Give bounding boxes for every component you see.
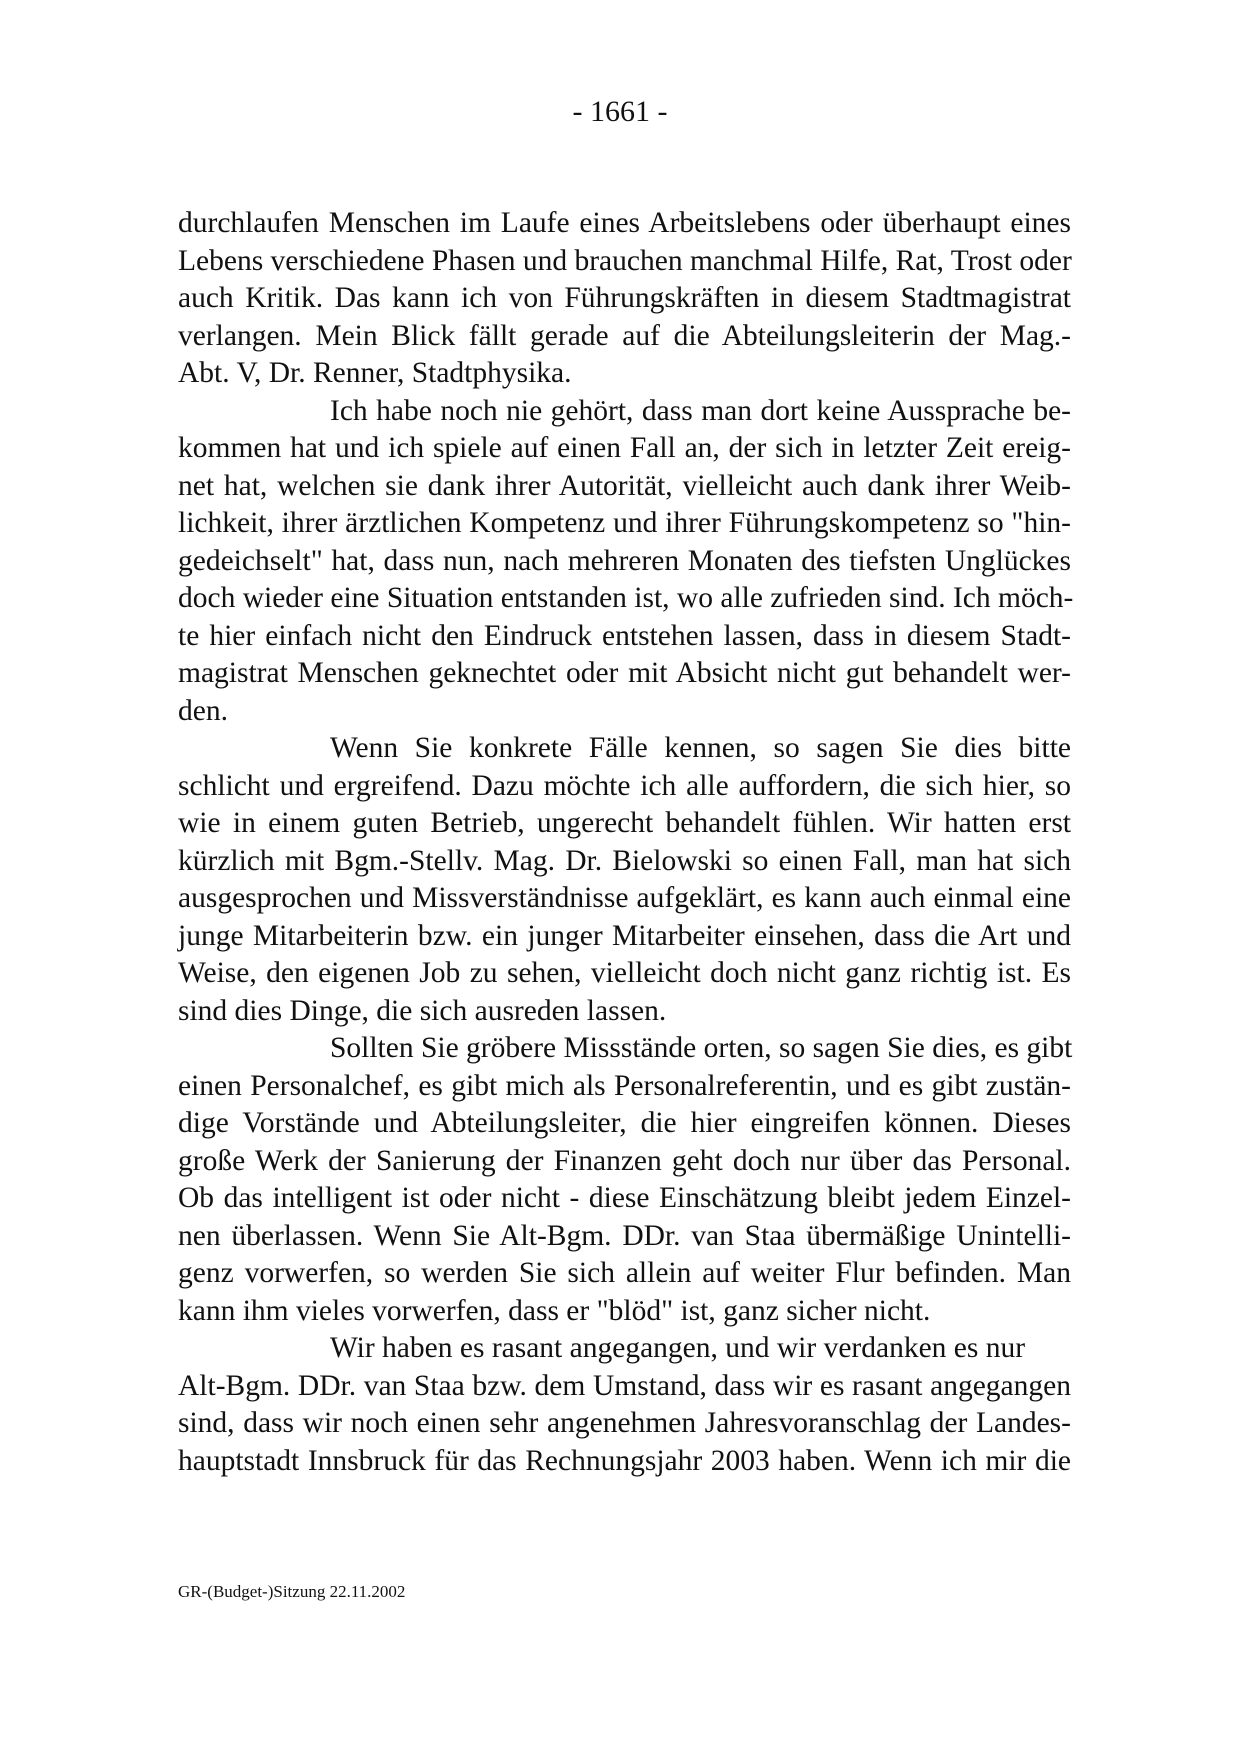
text-line: kann ihm vieles vorwerfen, dass er "blöd" ist, ganz sicher nicht. <box>178 1294 931 1327</box>
text-line: sind dies Dinge, die sich ausreden lassen. <box>178 994 667 1027</box>
body-text <box>178 205 1074 1480</box>
text-line: nen überlassen. Wenn Sie Alt-Bgm. DDr. van Staa übermäßige Unintelli- <box>178 1219 1071 1252</box>
text-line: doch wieder eine Situation entstanden ist, wo alle zufrieden sind. Ich möch- <box>178 582 1074 614</box>
text-line: dige Vorstände und Abteilungsleiter, die hier eingreifen können. Dieses <box>178 1107 1071 1139</box>
text-line: große Werk der Sanierung der Finanzen geht doch nur über das Personal. <box>178 1144 1071 1177</box>
text-line: sind, dass wir noch einen sehr angenehmen Jahresvoranschlag der Landes- <box>178 1407 1071 1439</box>
text-line: Ich habe noch nie gehört, dass man dort keine Aussprache be- <box>330 394 1071 427</box>
text-line: auch Kritik. Das kann ich von Führungskräften in diesem Stadtmagistrat <box>178 282 1071 314</box>
text-line: kürzlich mit Bgm.-Stellv. Mag. Dr. Bielowski so einen Fall, man hat sich <box>178 844 1071 877</box>
text-line: den. <box>178 694 228 727</box>
text-line: genz vorwerfen, so werden Sie sich allein auf weiter Flur befinden. Man <box>178 1257 1071 1289</box>
text-line: junge Mitarbeiterin bzw. ein junger Mitarbeiter einsehen, dass die Art und <box>178 919 1071 952</box>
text-line: gedeichselt" hat, dass nun, nach mehreren Monaten des tiefsten Unglückes <box>178 544 1071 577</box>
text-line: einen Personalchef, es gibt mich als Personalreferentin, und es gibt zustän- <box>178 1069 1071 1102</box>
text-line: schlicht und ergreifend. Dazu möchte ich alle auffordern, die sich hier, so <box>178 769 1071 802</box>
text-line: durchlaufen Menschen im Laufe eines Arbeitslebens oder überhaupt eines <box>178 207 1071 239</box>
text-line: ausgesprochen und Missverständnisse aufgeklärt, es kann auch einmal eine <box>178 882 1071 914</box>
text-line: Weise, den eigenen Job zu sehen, vielleicht doch nicht ganz richtig ist. Es <box>178 957 1071 989</box>
text-line: Ob das intelligent ist oder nicht - diese Einschätzung bleibt jedem Einzel- <box>178 1182 1071 1214</box>
text-line: Sollten Sie gröbere Missstände orten, so sagen Sie dies, es gibt <box>330 1032 1073 1064</box>
text-line: kommen hat und ich spiele auf einen Fall an, der sich in letzter Zeit ereig- <box>178 432 1071 464</box>
text-line: Abt. V, Dr. Renner, Stadtphysika. <box>178 357 572 389</box>
text-line: net hat, welchen sie dank ihrer Autorität, vielleicht auch dank ihrer Weib- <box>178 469 1071 502</box>
text-line: verlangen. Mein Blick fällt gerade auf die Abteilungsleiterin der Mag.- <box>178 319 1071 352</box>
text-line: Alt-Bgm. DDr. van Staa bzw. dem Umstand, dass wir es rasant angegangen <box>178 1369 1071 1402</box>
page-number: - 1661 - <box>572 95 668 128</box>
text-line: Lebens verschiedene Phasen und brauchen manchmal Hilfe, Rat, Trost oder <box>178 244 1072 277</box>
text-line: magistrat Menschen geknechtet oder mit Absicht nicht gut behandelt wer- <box>178 657 1071 689</box>
footer-session-label: GR-(Budget-)Sitzung 22.11.2002 <box>178 1582 406 1601</box>
text-line: Wir haben es rasant angegangen, und wir verdanken es nur <box>330 1332 1026 1364</box>
text-line: Wenn Sie konkrete Fälle kennen, so sagen Sie dies bitte <box>330 732 1071 764</box>
text-line: wie in einem guten Betrieb, ungerecht behandelt fühlen. Wir hatten erst <box>178 807 1071 839</box>
text-line: hauptstadt Innsbruck für das Rechnungsjahr 2003 haben. Wenn ich mir die <box>178 1444 1071 1477</box>
text-line: te hier einfach nicht den Eindruck entstehen lassen, dass in diesem Stadt- <box>178 619 1071 652</box>
text-line: lichkeit, ihrer ärztlichen Kompetenz und ihrer Führungskompetenz so "hin- <box>178 507 1071 539</box>
